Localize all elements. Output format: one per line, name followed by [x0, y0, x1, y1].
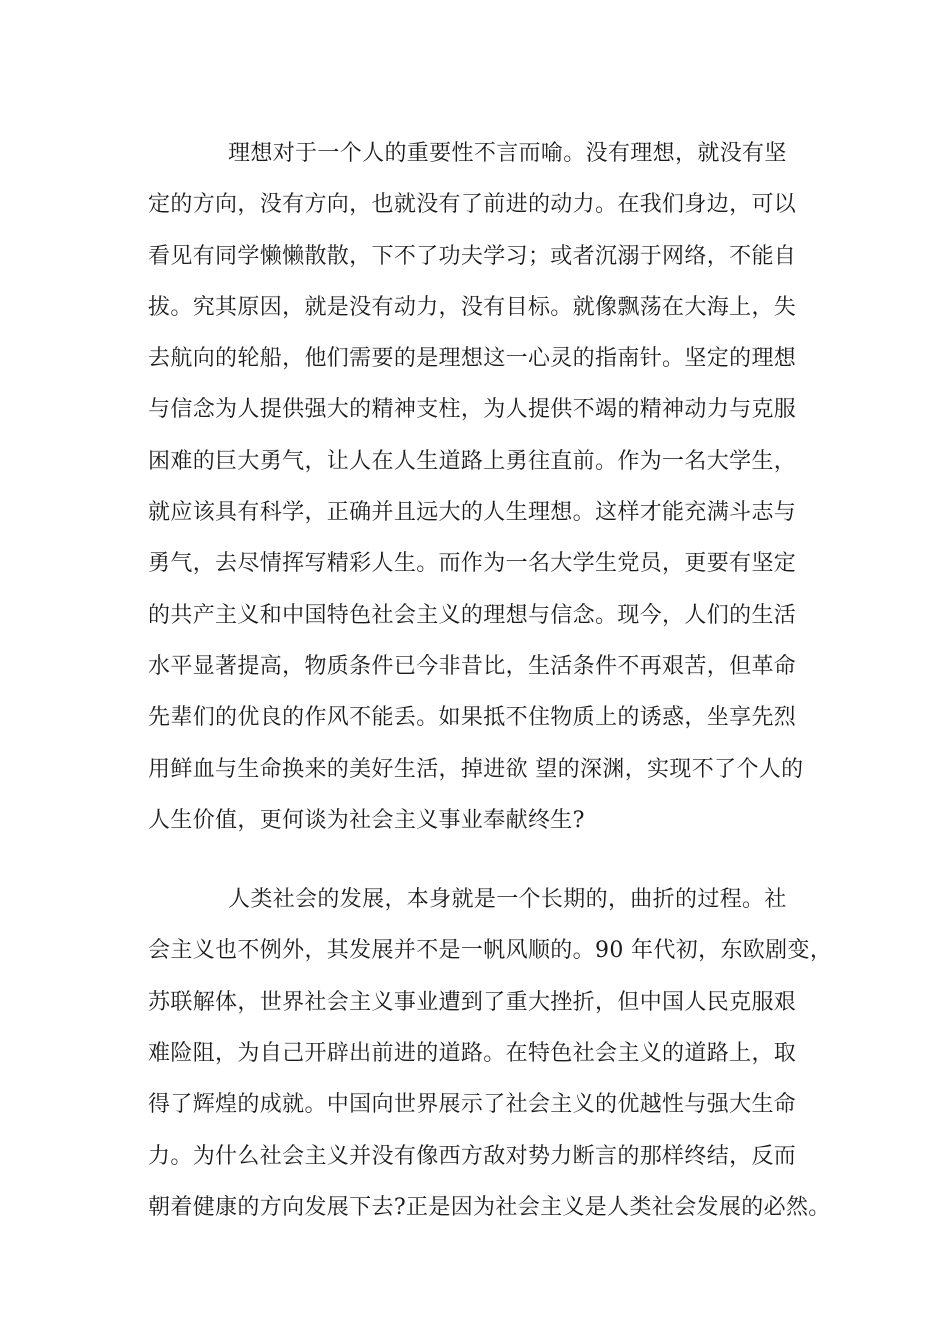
paragraph-line: 人生价值，更何谈为社会主义事业奉献终生?: [148, 807, 585, 833]
paragraph-spacer: [148, 846, 838, 874]
paragraph-line: 拔。究其原因，就是没有动力，没有目标。就像飘荡在大海上，失: [148, 294, 797, 320]
paragraph-line: 力。为什么社会主义并没有像西方敌对势力断言的那样终结，反而: [148, 1143, 797, 1169]
paragraph-1: [148, 128, 838, 846]
paragraph-line: 朝着健康的方向发展下去?正是因为社会主义是人类社会发展的必然。: [148, 1194, 831, 1220]
paragraph-line: 就应该具有科学，正确并且远大的人生理想。这样才能充满斗志与: [148, 500, 797, 526]
paragraph-line: 的共产主义和中国特色社会主义的理想与信念。现今，人们的生活: [148, 602, 797, 628]
paragraph-line: 先辈们的优良的作风不能丢。如果抵不住物质上的诱惑，坐享先烈: [148, 705, 797, 731]
paragraph-line: 勇气，去尽情挥写精彩人生。而作为一名大学生党员，更要有坚定: [148, 551, 797, 577]
paragraph-line: 人类社会的发展，本身就是一个长期的，曲折的过程。社: [228, 887, 787, 913]
paragraph-line: 去航向的轮船，他们需要的是理想这一心灵的指南针。坚定的理想: [148, 346, 797, 372]
paragraph-line: 难险阻，为自己开辟出前进的道路。在特色社会主义的道路上，取: [148, 1041, 797, 1067]
paragraph-line: 用鲜血与生命换来的美好生活，掉进欲 望的深渊，实现不了个人的: [148, 756, 804, 782]
paragraph-line: 得了辉煌的成就。中国向世界展示了社会主义的优越性与强大生命: [148, 1092, 797, 1118]
paragraph-line: 苏联解体，世界社会主义事业遭到了重大挫折，但中国人民克服艰: [148, 989, 797, 1015]
paragraph-line: 定的方向，没有方向，也就没有了前进的动力。在我们身边，可以: [148, 192, 797, 218]
paragraph-line: 困难的巨大勇气，让人在人生道路上勇往直前。作为一名大学生，: [148, 448, 797, 474]
paragraph-line: 理想对于一个人的重要性不言而喻。没有理想，就没有坚: [228, 141, 787, 166]
paragraph-line: 与信念为人提供强大的精神支柱，为人提供不竭的精神动力与克服: [148, 397, 797, 423]
paragraph-2: [148, 874, 838, 1233]
paragraph-line: 看见有同学懒懒散散，下不了功夫学习；或者沉溺于网络，不能自: [148, 243, 797, 269]
document-body: [148, 128, 838, 1233]
paragraph-line: 会主义也不例外，其发展并不是一帆风顺的。90 年代初，东欧剧变，: [148, 938, 833, 964]
paragraph-line: 水平显著提高，物质条件已今非昔比，生活条件不再艰苦，但革命: [148, 653, 797, 679]
